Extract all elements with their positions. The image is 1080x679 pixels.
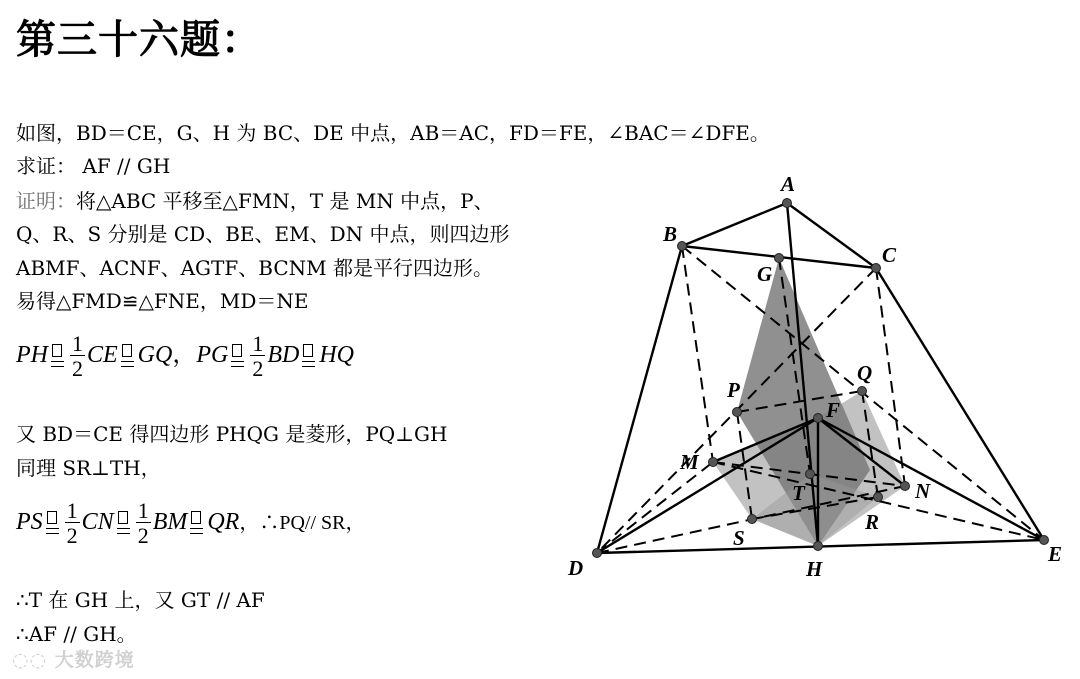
eq1-term-ce: CE [87, 342, 118, 369]
parallel-equal-symbol [51, 344, 65, 370]
equation-1 [16, 333, 354, 380]
label-p: P [727, 378, 740, 402]
label-h: H [806, 557, 823, 581]
watermark [12, 645, 135, 672]
label-r: R [865, 510, 880, 534]
parallel-equal-symbol [190, 511, 204, 537]
point-q [858, 387, 867, 396]
page-title: 第三十六题： [16, 17, 262, 63]
label-c: C [882, 243, 897, 267]
geometry-diagram [560, 160, 1080, 600]
point-r [874, 493, 883, 502]
label-q: Q [857, 361, 873, 385]
proof-line-2: Q、R、S 分别是 CD、BE、EM、DN 中点，则四边形 [16, 222, 510, 246]
point-m [709, 458, 718, 467]
eq1-term-ph: PH [16, 342, 48, 369]
label-m: M [680, 450, 699, 474]
point-c [872, 264, 881, 273]
watermark-logo-icon: ◌◌ [12, 649, 55, 671]
point-d [593, 549, 602, 558]
proof-line-3: ABMF、ACNF、AGTF、BCNM 都是平行四边形。 [16, 256, 493, 280]
proof-line-8: ∴AF // GH。 [16, 622, 137, 646]
label-n: N [915, 479, 931, 503]
eq1-separator: ， [172, 342, 197, 369]
proof-label: 证明： [16, 189, 76, 213]
point-s [748, 515, 757, 524]
parallel-equal-symbol [46, 511, 60, 537]
point-n [901, 482, 910, 491]
parallel-equal-symbol [231, 344, 245, 370]
watermark-text: 大数跨境 [54, 649, 135, 671]
point-a [783, 199, 792, 208]
fraction-half: $\frac{1}{2}$ [137, 498, 149, 548]
proof-text-1: 将△ABC 平移至△FMN，T 是 MN 中点，P、 [76, 189, 494, 213]
point-f [814, 414, 823, 423]
equation-2 [16, 500, 366, 547]
eq1-term-gq: GQ [137, 342, 173, 369]
label-g: G [757, 262, 773, 286]
eq1-term-bd: BD [267, 342, 300, 369]
proof-line-5: 又 BD＝CE 得四边形 PHQG 是菱形，PQ⊥GH [16, 422, 448, 446]
label-t: T [792, 481, 805, 505]
point-g [775, 254, 784, 263]
eq2-term-cn: CN [81, 509, 114, 536]
proof-line-4: 易得△FMD≌△FNE，MD＝NE [16, 289, 309, 313]
label-b: B [663, 222, 678, 246]
point-b [678, 242, 687, 251]
label-e: E [1048, 542, 1063, 566]
eq1-term-pg: PG [196, 342, 229, 369]
fraction-half: $\frac{1}{2}$ [72, 331, 83, 381]
eq2-term-bm: BM [152, 509, 188, 536]
problem-prove: 求证： AF // GH [16, 154, 171, 178]
fraction-half: $\frac{1}{2}$ [252, 331, 264, 381]
eq2-conclusion: ，∴PQ// SR， [239, 512, 366, 535]
parallel-equal-symbol [121, 344, 135, 370]
label-a: A [781, 172, 796, 196]
point-t [806, 470, 815, 479]
eq1-term-hq: HQ [319, 342, 355, 369]
proof-line-1 [16, 185, 494, 214]
eq2-term-ps: PS [16, 509, 43, 536]
label-f: F [826, 398, 841, 422]
label-d: D [568, 556, 584, 580]
point-p [733, 408, 742, 417]
fraction-half: $\frac{1}{2}$ [66, 498, 78, 548]
parallel-equal-symbol [302, 344, 316, 370]
label-s: S [733, 526, 745, 550]
eq2-term-qr: QR [207, 509, 240, 536]
parallel-equal-symbol [117, 511, 131, 537]
proof-line-6: 同理 SR⊥TH， [16, 456, 161, 480]
proof-line-7: ∴T 在 GH 上，又 GT // AF [16, 588, 265, 612]
point-h [814, 542, 823, 551]
problem-given: 如图，BD＝CE，G、H 为 BC、DE 中点，AB＝AC，FD＝FE，∠BAC＝∠DFE。 [16, 121, 770, 145]
